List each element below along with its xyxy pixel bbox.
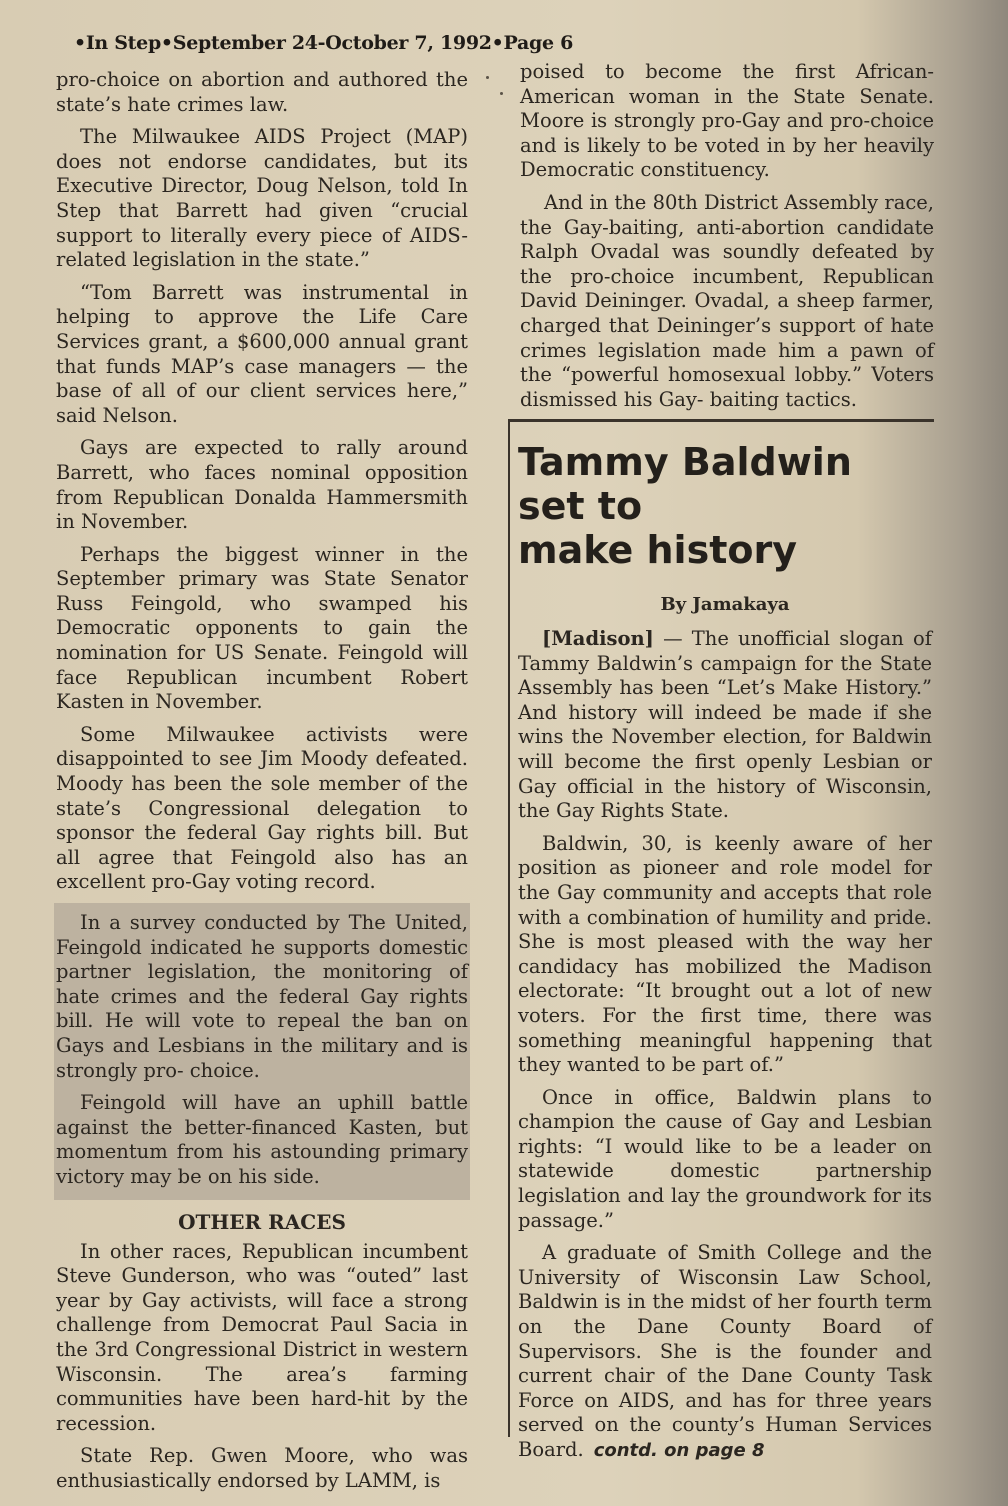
left-column — [56, 68, 468, 1501]
shaded-highlight-block — [54, 903, 470, 1200]
paragraph: Perhaps the biggest winner in the September primary was State Senator Russ Feingold, who swamped his Democratic opponents to gain the nomination for US Senate. Feingold will face Republican incumbent Robert Kasten in November. — [56, 542, 468, 714]
dateline: [Madison] — [542, 627, 654, 650]
gutter-dot — [486, 76, 489, 79]
paragraph: pro-choice on abortion and authored the state’s hate crimes law. — [56, 68, 468, 116]
paragraph: Gays are expected to rally around Barrett, who faces nominal opposition from Republican Donalda Hammersmith in November. — [56, 436, 468, 534]
last-paragraph — [518, 1241, 932, 1463]
article-box-top-rule — [508, 419, 934, 422]
paragraph: “Tom Barrett was instrumental in helping to approve the Life Care Services grant, a $600,000 annual grant that funds MAP’s case managers — the base of all of our client services here,” said Nelson. — [56, 280, 468, 427]
shaded-paragraph: Feingold will have an uphill battle against the better-financed Kasten, but momentum from his astounding primary victory may be on his side. — [56, 1091, 468, 1188]
paragraph: poised to become the first African-American woman in the State Senate. Moore is strongly pro-Gay and pro-choice and is likely to be voted in by her heavily Democratic constituency. — [520, 60, 934, 182]
paragraph: And in the 80th District Assembly race, the Gay-baiting, anti-abortion candidate Ralph Ovadal was soundly defeated by the pro-choice incumbent, Republican David Deininger. Ovadal, a sheep farmer, charged that Deininger’s support of hate crimes legislation made him a pawn of the “powerful homosexual lobby.” Voters dismissed his Gay- baiting tactics. — [520, 190, 934, 411]
last-paragraph-text: A graduate of Smith College and the University of Wisconsin Law School, Baldwin is in the midst of her fourth term on the Dane County Board of Supervisors. She is the founder and current chair of the Dane County Task Force on AIDS, and has for three years served on the county’s Human Services Board. — [518, 1241, 932, 1461]
section-subhead: OTHER RACES — [178, 1209, 346, 1234]
article-box-left-rule — [508, 419, 510, 1437]
lead-paragraph — [518, 627, 932, 824]
shaded-paragraph: In a survey conducted by The United, Feingold indicated he supports domestic partner legislation, the monitoring of hate crimes and the federal Gay rights bill. He will vote to repeal the ban on Gays and Lesbians in the military and is strongly pro- choice. — [56, 911, 468, 1082]
continued-notice: contd. on page 8 — [593, 1440, 765, 1461]
paragraph: Baldwin, 30, is keenly aware of her position as pioneer and role model for the Gay community and accepts that role with a combination of humility and pride. She is most pleased with the way her candidacy has mobilized the Madison electorate: “It brought out a lot of new voters. For the first time, there was something meaningful happening that they wanted to be part of.” — [518, 831, 932, 1077]
headline-line: set to — [518, 484, 643, 528]
paragraph: State Rep. Gwen Moore, who was enthusiastically endorsed by LAMM, is — [56, 1444, 468, 1492]
right-column-top — [520, 60, 934, 420]
article-headline — [518, 440, 932, 572]
gutter-dot — [500, 92, 503, 95]
boxed-article — [518, 440, 932, 1472]
lead-text: — The unofficial slogan of Tammy Baldwin’s campaign for the State Assembly has been “Let’s Make History.” And history will indeed be made if she wins the November election, for Baldwin will become the first openly Lesbian or Gay official in the history of Wisconsin, the Gay Rights State. — [518, 627, 932, 823]
headline-line: Tammy Baldwin — [518, 440, 852, 484]
headline-line: make history — [518, 528, 797, 572]
page-header: •In Step•September 24-October 7, 1992•Page 6 — [74, 32, 574, 54]
byline: By Jamakaya — [660, 594, 790, 615]
paragraph: In other races, Republican incumbent Steve Gunderson, who was “outed” last year by Gay activists, will face a strong challenge from Democrat Paul Sacia in the 3rd Congressional District in western Wisconsin. The area’s farming communities have been hard-hit by the recession. — [56, 1239, 468, 1435]
paragraph: Some Milwaukee activists were disappointed to see Jim Moody defeated. Moody has been the sole member of the state’s Congressional delegation to sponsor the federal Gay rights bill. But all agree that Feingold also has an excellent pro-Gay voting record. — [56, 722, 468, 894]
paragraph: The Milwaukee AIDS Project (MAP) does not endorse candidates, but its Executive Director, Doug Nelson, told In Step that Barrett had given “crucial support to literally every piece of AIDS-related legislation in the state.” — [56, 125, 468, 272]
paragraph: Once in office, Baldwin plans to champion the cause of Gay and Lesbian rights: “I would like to be a leader on statewide domestic partnership legislation and lay the groundwork for its passage.” — [518, 1085, 932, 1232]
